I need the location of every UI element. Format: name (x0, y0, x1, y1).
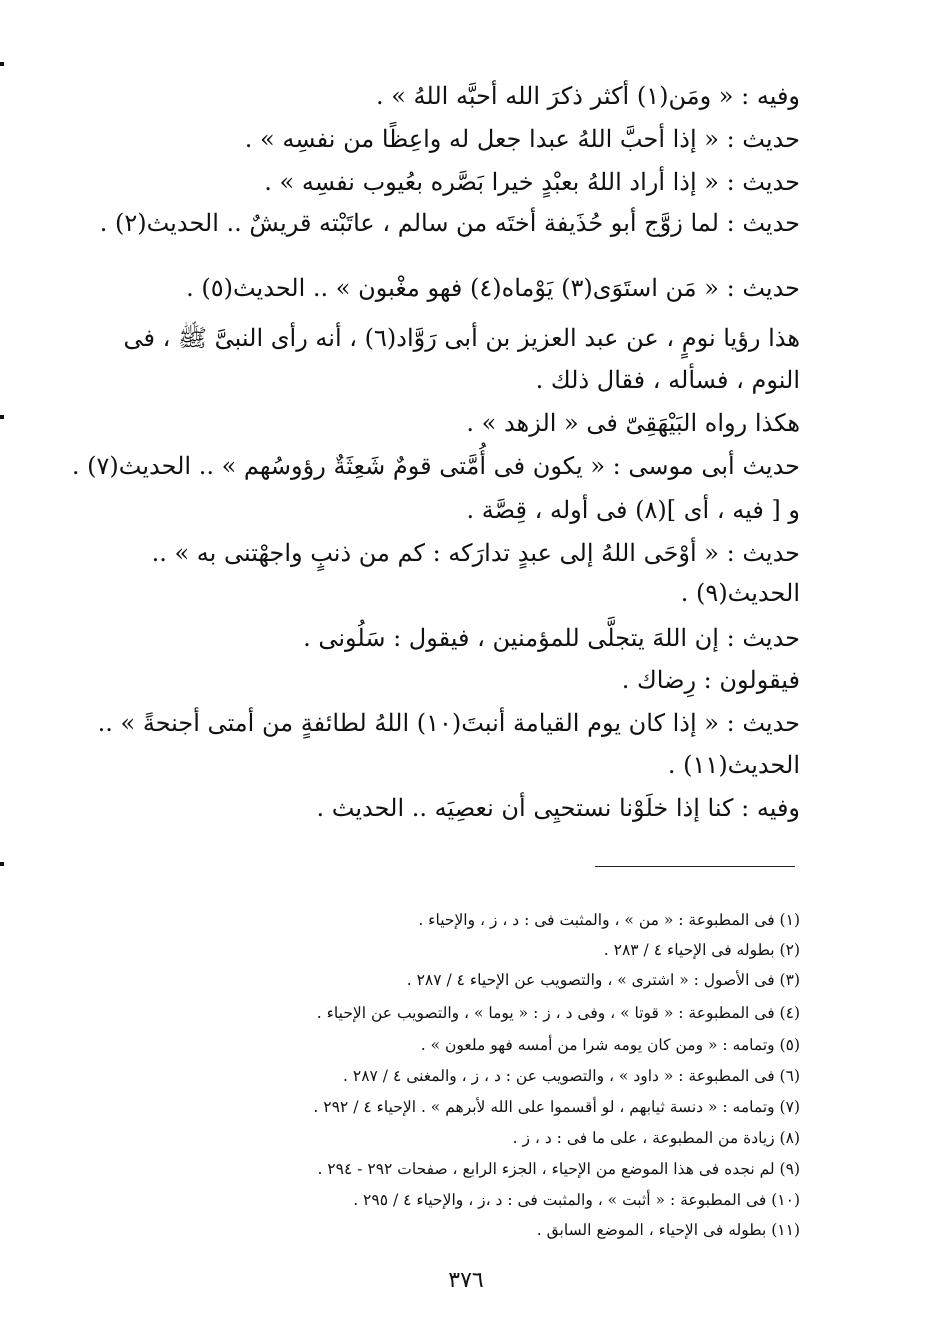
text-line: حديث : « إذا كان يوم القيامة أنبتَ(١٠) اللهُ لطائفةٍ من أمتى أجنحةً » .. (97, 709, 800, 737)
footnote: (٧) وتمامه : « دنسة ثيابهم ، لو أقسموا على الله لأبرهم » . الإحياء ٤ / ٢٩٢ . (313, 1098, 800, 1116)
footnote: (١٠) فى المطبوعة : « أثبت » ، والمثبت فى : د ،ز ، والإحياء ٤ / ٢٩٥ . (353, 1191, 800, 1209)
text-line: و [ فيه ، أى ](٨) فى أوله ، قِصَّة . (466, 496, 800, 524)
footnote: (٢) بطوله فى الإحياء ٤ / ٢٨٣ . (603, 941, 800, 959)
text-line: حديث : « إذا أحبَّ اللهُ عبدا جعل له واعِظًا من نفسِه » . (244, 125, 800, 153)
footnote-separator (595, 866, 795, 867)
text-line: فيقولون : رِضاك . (621, 666, 800, 694)
text-line: هذا رؤيا نومٍ ، عن عبد العزيز بن أبى رَوَّاد(٦) ، أنه رأى النبىَّ ﷺ ، فى (123, 324, 800, 352)
text-line: وفيه : كنا إذا خلَوْنا نستحيِى أن نعصِيَه .. الحديث . (316, 794, 800, 822)
scan-mark (0, 62, 4, 66)
text-line: حديث أبى موسى : « يكون فى أُمَّتى قومٌ شَعِثَةٌ رؤوسُهم » .. الحديث(٧) . (71, 452, 800, 480)
footnote: (٩) لم نجده فى هذا الموضع من الإحياء ، الجزء الرابع ، صفحات ٢٩٢ - ٢٩٤ . (317, 1160, 800, 1178)
text-line: النوم ، فسأله ، فقال ذلك . (535, 366, 800, 394)
text-line: هكذا رواه البَيْهَقِىّ فى « الزهد » . (466, 409, 800, 437)
text-line: وفيه : « ومَن(١) أكثر ذكرَ الله أحبَّه اللهُ » . (375, 82, 800, 110)
text-line: حديث : « إذا أراد اللهُ بعبْدٍ خيرا بَصَّره بعُيوب نفسِه » . (264, 168, 800, 196)
text-line: الحديث(٩) . (680, 579, 800, 607)
text-line: حديث : « أوْحَى اللهُ إلى عبدٍ تدارَكه : كم من ذنبٍ واجهْتنى به » .. (151, 539, 800, 567)
text-line: حديث : إن اللهَ يتجلَّى للمؤمنين ، فيقول : سَلُونى . (303, 624, 800, 652)
footnote: (٥) وتمامه : « ومن كان يومه شرا من أمسه فهو ملعون » . (420, 1036, 800, 1054)
footnote: (١) فى المطبوعة : « من » ، والمثبت فى : د ، ز ، والإحياء . (418, 911, 800, 929)
page-number: ٣٧٦ (448, 1268, 484, 1293)
text-line: الحديث(١١) . (667, 751, 800, 779)
footnote: (٦) فى المطبوعة : « داود » ، والتصويب عن : د ، ز ، والمغنى ٤ / ٢٨٧ . (343, 1067, 800, 1085)
scan-mark (0, 415, 4, 419)
text-line: حديث : « مَن استَوَى(٣) يَوْماه(٤) فهو مغْبون » .. الحديث(٥) . (186, 274, 800, 302)
footnote: (٤) فى المطبوعة : « قوتا » ، وفى د ، ز : « يوما » ، والتصويب عن الإحياء . (316, 1004, 800, 1022)
footnote: (٣) فى الأصول : « اشترى » ، والتصويب عن الإحياء ٤ / ٢٨٧ . (406, 971, 800, 989)
footnote: (١١) بطوله فى الإحياء ، الموضع السابق . (536, 1221, 800, 1239)
text-line: حديث : لما زوَّج أبو حُذَيفة أختَه من سالم ، عاتَبْته قريشٌ .. الحديث(٢) . (99, 209, 800, 237)
scan-mark (0, 862, 4, 866)
footnote: (٨) زيادة من المطبوعة ، على ما فى : د ، ز . (512, 1129, 800, 1147)
